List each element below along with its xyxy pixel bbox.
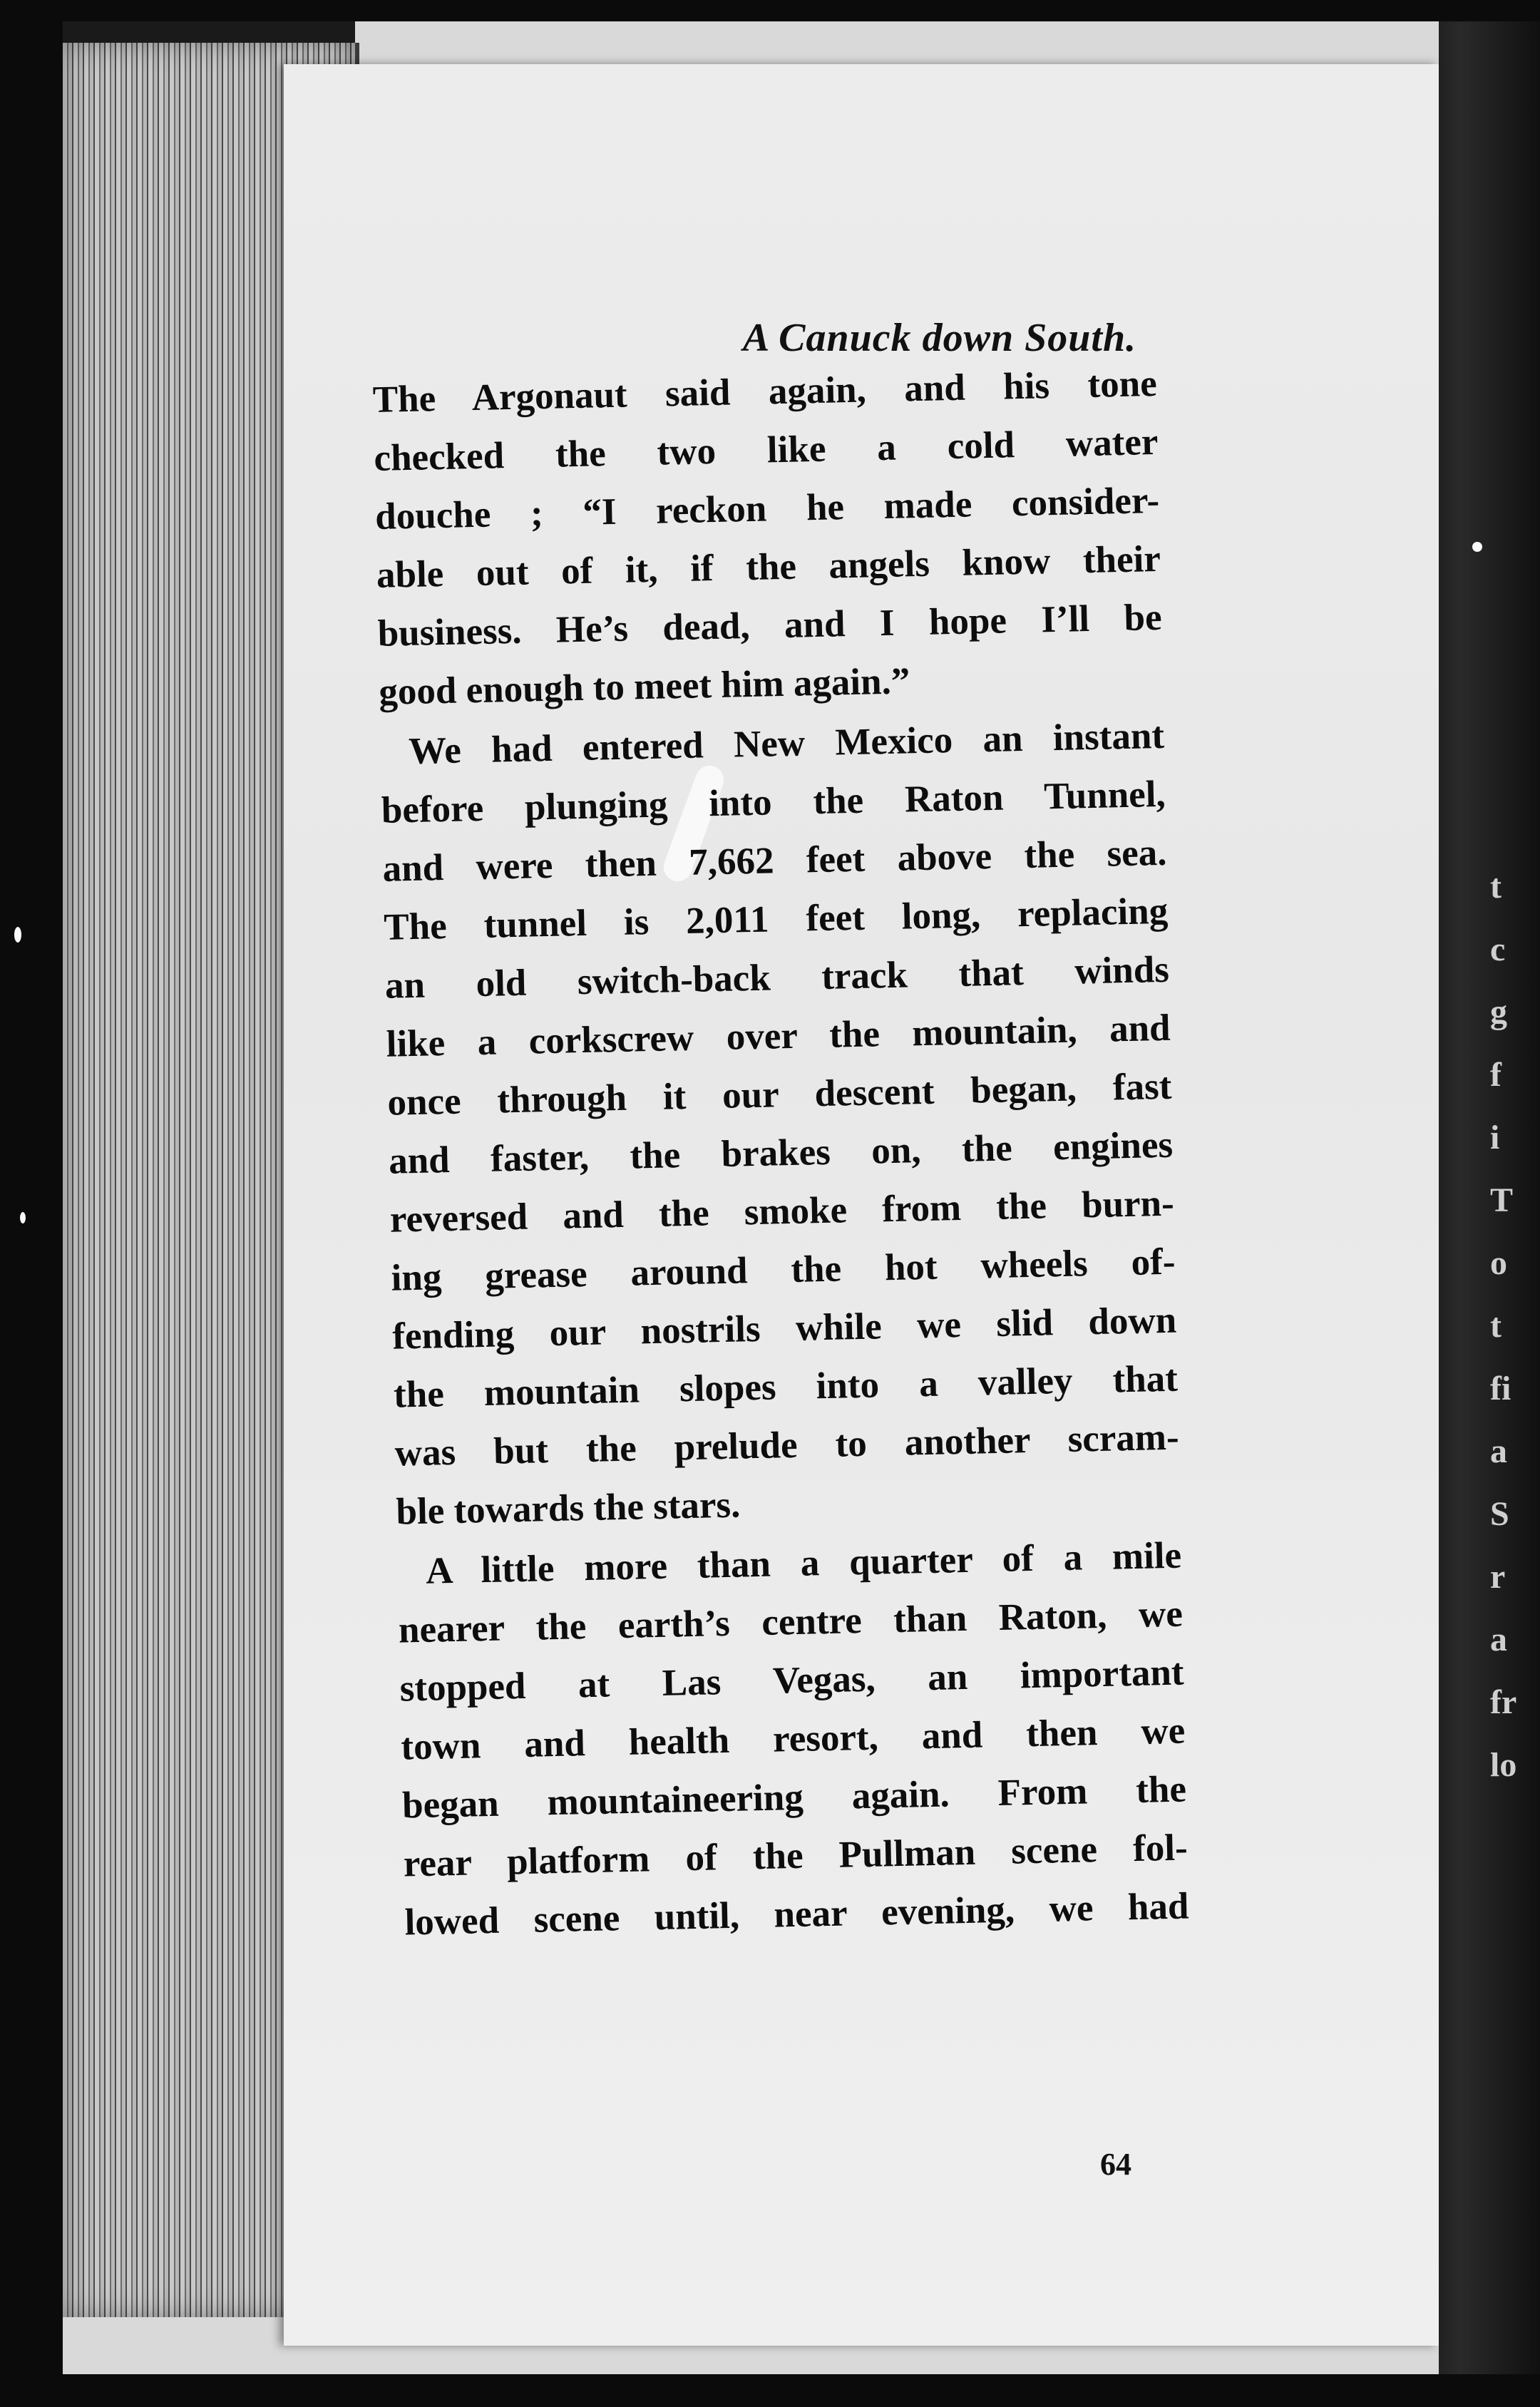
text-line: an old switch-back track that winds [384, 948, 1170, 1007]
next-page-letter: fi [1490, 1370, 1511, 1407]
text-line: stopped at Las Vegas, an important [399, 1651, 1185, 1710]
page-number: 64 [1100, 2147, 1131, 2182]
paragraph [379, 707, 1181, 1541]
next-page-letter: t [1490, 1307, 1502, 1345]
text-line: began mountaineering again. From the [401, 1768, 1187, 1827]
next-page-letter: fr [1490, 1683, 1517, 1721]
running-head: A Canuck down South. [742, 316, 1137, 360]
next-page-letters [1490, 856, 1540, 1797]
text-line: The tunnel is 2,011 feet long, replacing [383, 890, 1169, 948]
text-line: once through it our descent began, fast [386, 1065, 1172, 1124]
next-page-letter: c [1490, 930, 1506, 968]
text-line: The Argonaut said again, and his tone [372, 362, 1158, 421]
text-line: checked the two like a cold water [373, 421, 1159, 479]
text-line: before plunging into the Raton Tunnel, [381, 773, 1166, 831]
text-line: ing grease around the hot wheels of- [391, 1241, 1176, 1299]
text-line: ble towards the stars. [395, 1484, 741, 1533]
text-line: fending our nostrils while we slid down [391, 1299, 1177, 1358]
text-line: nearer the earth’s centre than Raton, we [398, 1593, 1184, 1651]
text-line: and were then 7,662 feet above the sea. [382, 831, 1168, 890]
body-text [372, 354, 1189, 1952]
text-line: rear platform of the Pullman scene fol- [403, 1827, 1189, 1885]
next-page-letter: i [1490, 1119, 1500, 1156]
text-line: A little more than a quarter of a mile [425, 1534, 1182, 1592]
next-page-letter: a [1490, 1432, 1507, 1470]
text-line: business. He’s dead, and I hope I’ll be [377, 596, 1163, 655]
next-page-letter: o [1490, 1244, 1507, 1282]
next-page-letter: T [1490, 1181, 1514, 1219]
text-line: lowed scene until, near evening, we had [404, 1885, 1189, 1944]
next-page-letter: t [1490, 868, 1502, 905]
text-line: like a corkscrew over the mountain, and [386, 1007, 1171, 1065]
next-page-letter: g [1490, 993, 1507, 1031]
text-line: good enough to meet him again.” [378, 660, 910, 713]
text-line: the mountain slopes into a valley that [393, 1358, 1179, 1416]
text-line: able out of it, if the angels know their [376, 538, 1161, 596]
text-line: and faster, the brakes on, the engines [388, 1124, 1174, 1182]
film-speck [20, 1212, 26, 1223]
next-page-letter: a [1490, 1621, 1507, 1658]
film-speck [1472, 542, 1482, 552]
paragraph [396, 1526, 1189, 1952]
text-line: town and health resort, and then we [400, 1710, 1186, 1768]
text-line: douche ; “I reckon he made consider- [374, 479, 1160, 538]
text-line: reversed and the smoke from the burn- [389, 1182, 1175, 1241]
next-page-letter: f [1490, 1056, 1502, 1094]
next-page-letter: S [1490, 1495, 1509, 1533]
next-page-letter: r [1490, 1558, 1506, 1596]
text-line: We had entered New Mexico an instant [408, 714, 1165, 773]
film-speck [14, 927, 21, 943]
next-page-letter: lo [1490, 1746, 1517, 1784]
paragraph [372, 354, 1164, 722]
text-line: was but the prelude to another scram- [394, 1416, 1180, 1474]
